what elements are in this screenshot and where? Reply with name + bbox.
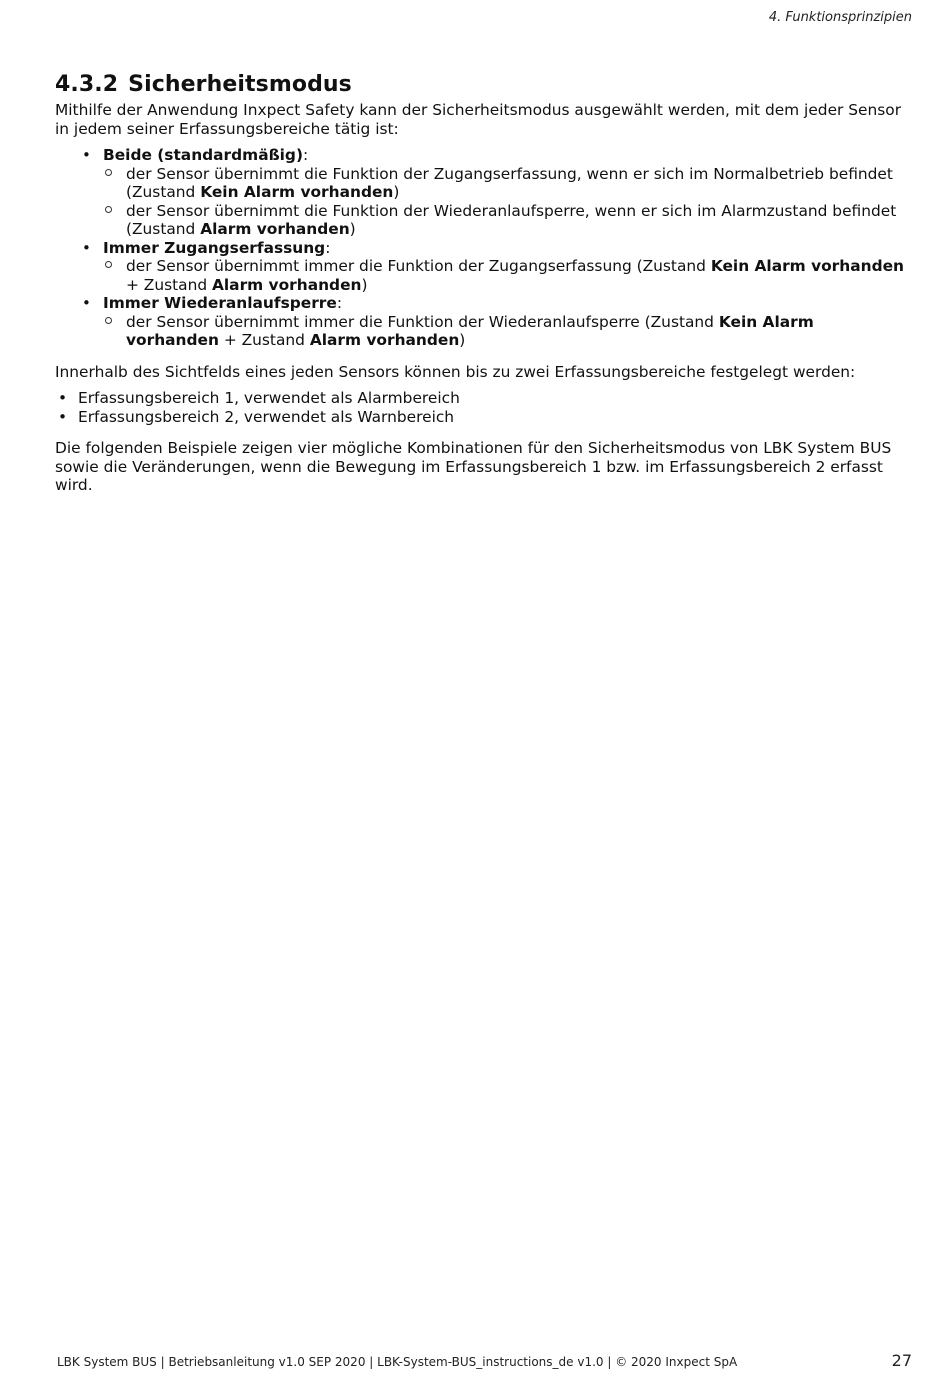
detection-areas-paragraph: Innerhalb des Sichtfelds eines jeden Sensors können bis zu zwei Erfassungsbereiche festgelegt werden: (55, 362, 856, 381)
sub-text: ) (459, 331, 466, 349)
list-item (55, 389, 910, 408)
detection-area-list (55, 389, 910, 426)
sub-text: der Sensor übernimmt die Funktion der Zugangserfassung, wenn er sich im Normalbetrieb befindet (Zustand (126, 164, 893, 201)
mode-title: Beide (standardmäßig) (103, 146, 303, 164)
bullet-icon: • (82, 146, 91, 164)
mode-title: Immer Wiederanlaufsperre (103, 294, 337, 312)
circle-bullet-icon (105, 261, 112, 268)
list-item-text: Erfassungsbereich 2, verwendet als Warnbereich (78, 407, 455, 426)
sub-list-item (103, 257, 910, 294)
state-label: Kein Alarm vorhanden (200, 183, 394, 201)
sub-text: ) (393, 183, 400, 201)
sub-text: + Zustand (126, 275, 212, 294)
circle-bullet-icon (105, 169, 112, 176)
sub-text: ) (361, 275, 368, 294)
list-item-mode-access (79, 239, 910, 295)
list-item (55, 408, 910, 427)
sub-list (103, 165, 910, 239)
sub-list (103, 313, 910, 350)
section-title: Sicherheitsmodus (128, 72, 352, 97)
mode-colon: : (336, 294, 343, 312)
sub-list-item (103, 165, 910, 202)
sub-text: der Sensor übernimmt die Funktion der Wiederanlaufsperre, wenn er sich im Alarmzustand befindet (Zustand (126, 201, 897, 238)
page-footer: LBK System BUS | Betriebsanleitung v1.0 SEP 2020 | LBK-System-BUS_instructions_de v1.0 | © 2020 Inxpect SpA (57, 1355, 738, 1369)
sub-list (103, 257, 910, 294)
page-number: 27 (891, 1351, 912, 1370)
mode-colon: : (302, 146, 309, 164)
list-item-mode-both (79, 146, 910, 239)
sub-list-item (103, 202, 910, 239)
sub-text: der Sensor übernimmt immer die Funktion der Zugangserfassung (Zustand (126, 257, 711, 275)
bullet-icon: • (58, 407, 68, 426)
state-label: Alarm vorhanden (200, 220, 350, 238)
intro-paragraph: Mithilfe der Anwendung Inxpect Safety kann der Sicherheitsmodus ausgewählt werden, mit dem jeder Sensor in jedem seiner Erfassungsbereiche tätig ist: (55, 101, 902, 138)
list-item-text: Erfassungsbereich 1, verwendet als Alarmbereich (78, 389, 460, 407)
safety-mode-list (79, 146, 910, 350)
running-header: 4. Funktionsprinzipien (768, 10, 912, 25)
mode-title: Immer Zugangserfassung (103, 238, 326, 257)
section-number: 4.3.2 (55, 72, 119, 97)
sub-text: + Zustand (218, 331, 310, 349)
mode-colon: : (325, 238, 331, 257)
section-heading (55, 72, 910, 97)
state-label: Kein Alarm vorhanden (126, 312, 814, 349)
bullet-icon: • (82, 294, 91, 312)
sub-text: der Sensor übernimmt immer die Funktion der Wiederanlaufsperre (Zustand (126, 312, 719, 331)
page-content (55, 72, 910, 495)
sub-text: ) (349, 220, 356, 238)
bullet-icon: • (82, 238, 91, 257)
list-item-mode-restart (79, 294, 910, 350)
state-label: Alarm vorhanden (212, 275, 362, 294)
state-label: Alarm vorhanden (309, 331, 460, 349)
state-label: Kein Alarm vorhanden (710, 257, 904, 275)
circle-bullet-icon (105, 317, 112, 324)
sub-list-item (103, 313, 910, 350)
examples-paragraph: Die folgenden Beispiele zeigen vier mögliche Kombinationen für den Sicherheitsmodus von LBK System BUS sowie die Veränderungen, wenn die Bewegung im Erfassungsbereich 1 bzw. im Erfassungsbereich 2 erfasst wird. (55, 439, 892, 494)
bullet-icon: • (58, 389, 68, 407)
circle-bullet-icon (105, 206, 112, 213)
